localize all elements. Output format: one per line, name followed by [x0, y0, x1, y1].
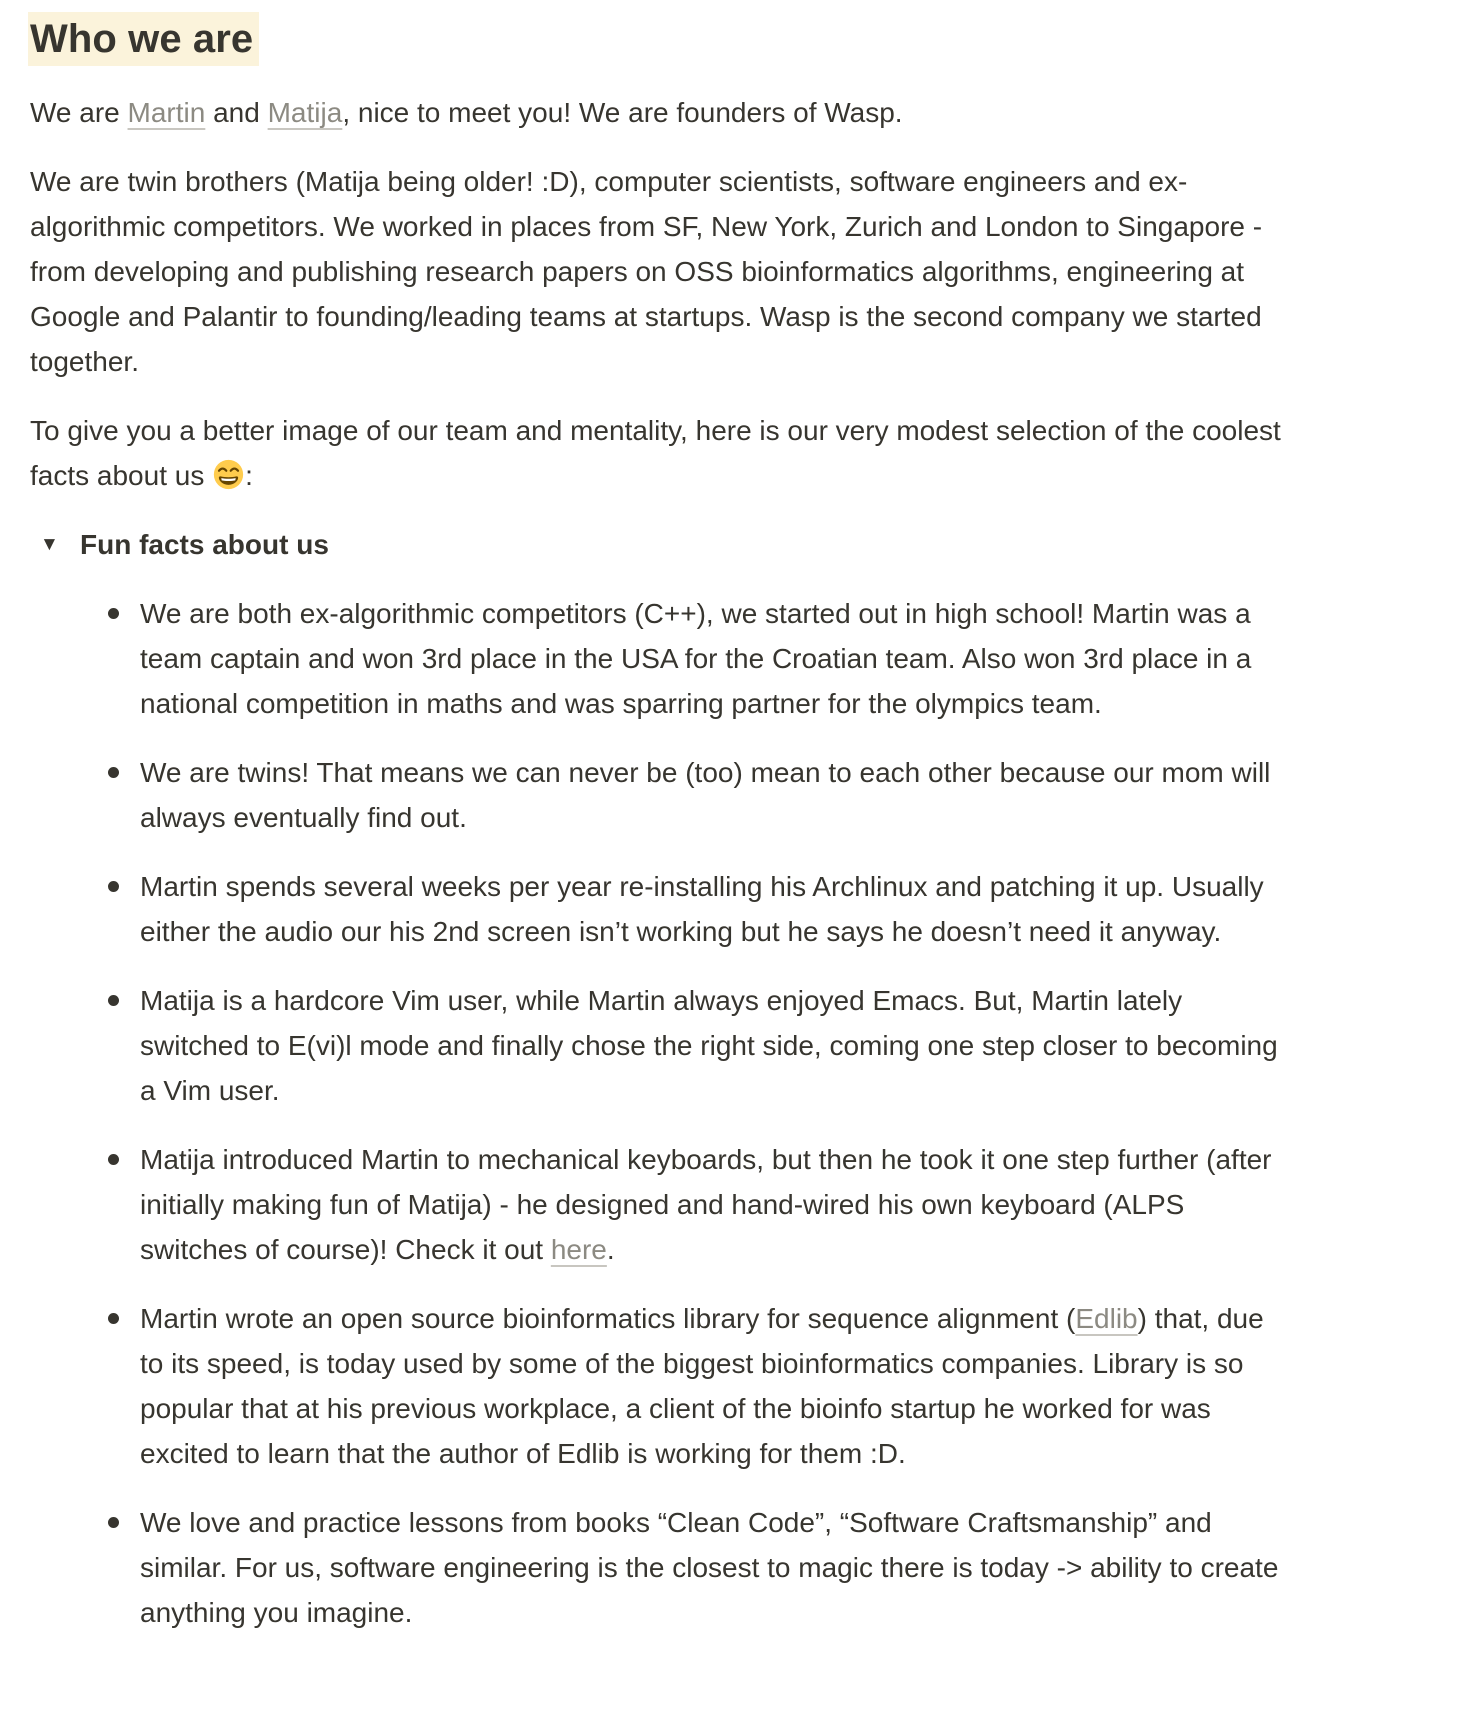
bullet-list-item — [30, 1137, 1292, 1272]
bullet-icon — [108, 608, 119, 619]
bullet-list-item — [30, 978, 1292, 1113]
toggle-open-triangle-icon[interactable]: ▼ — [40, 534, 59, 555]
bullet-list-item — [30, 864, 1292, 954]
grinning-face-emoji — [213, 459, 244, 490]
bullet-icon — [108, 1313, 119, 1324]
page-title — [30, 12, 1292, 66]
edlib-link[interactable]: Edlib — [1075, 1303, 1138, 1334]
martin-link[interactable]: Martin — [127, 97, 206, 128]
bullet-text — [140, 1303, 1264, 1469]
bullet-icon — [108, 767, 119, 778]
text-run: We are twin brothers (Matija being older! :D), computer scientists, software engineers and ex-algorithmic competitors. We worked in places from SF, New York, Zurich and London to Singapore - from developing and publishing research papers on OSS bioinformatics algorithms, engineering at Google and Palantir to founding/leading teams at startups. Wasp is the second company we started together. — [30, 166, 1263, 377]
bullet-list-item — [30, 1500, 1292, 1635]
text-run: : — [245, 460, 253, 491]
text-run: We are — [30, 97, 128, 128]
bullet-list-item — [30, 591, 1292, 726]
bullet-text — [140, 757, 1270, 833]
bullet-icon — [108, 995, 119, 1006]
matija-link[interactable]: Matija — [267, 97, 343, 128]
text-run: Martin wrote an open source bioinformatics library for sequence alignment ( — [140, 1303, 1076, 1334]
text-run: . — [606, 1234, 615, 1265]
paragraph-block — [30, 90, 1292, 135]
text-run: , nice to meet you! We are founders of Wasp. — [342, 97, 903, 128]
bullet-icon — [108, 1154, 119, 1165]
text-run: ) that, due to its speed, is today used by some of the biggest bioinformatics companies. Library is so popular that at his previous workplace, a client of the bioinfo startup he worked for was excited to learn that the author of Edlib is working for them :D. — [140, 1303, 1264, 1469]
text-run: Matija introduced Martin to mechanical keyboards, but then he took it one step further (after initially making fun of Matija) - he designed and hand-wired his own keyboard (ALPS switches of course)! Check it out — [140, 1144, 1272, 1265]
text-run: We are twins! That means we can never be (too) mean to each other because our mom will always eventually find out. — [140, 757, 1271, 833]
toggle-label: Fun facts about us — [80, 529, 329, 560]
bullet-list-item — [30, 1296, 1292, 1476]
bullet-icon — [108, 1517, 119, 1528]
bullet-text — [140, 1507, 1278, 1628]
text-run: Matija is a hardcore Vim user, while Martin always enjoyed Emacs. But, Martin lately switched to E(vi)l mode and finally chose the right side, coming one step closer to becoming a Vim user. — [140, 985, 1278, 1106]
bullet-list-item — [30, 750, 1292, 840]
bullet-text — [140, 985, 1278, 1106]
page-title-highlight: Who we are — [28, 12, 259, 66]
bullet-icon — [108, 881, 119, 892]
text-run: We love and practice lessons from books “Clean Code”, “Software Craftsmanship” and similar. For us, software engineering is the closest to magic there is today -> ability to create anything you imagine. — [140, 1507, 1279, 1628]
text-run: and — [205, 97, 268, 128]
text-run: Martin spends several weeks per year re-installing his Archlinux and patching it up. Usually either the audio our his 2nd screen isn’t working but he says he doesn’t need it anyway. — [140, 871, 1264, 947]
text-run: We are both ex-algorithmic competitors (C++), we started out in high school! Martin was a team captain and won 3rd place in the USA for the Croatian team. Also won 3rd place in a national competition in maths and was sparring partner for the olympics team. — [140, 598, 1252, 719]
bullet-text — [140, 871, 1264, 947]
paragraph-block — [30, 408, 1292, 498]
document-blocks — [30, 90, 1292, 1635]
here-link[interactable]: here — [550, 1234, 607, 1265]
toggle-block — [30, 522, 1292, 567]
bullet-text — [140, 598, 1251, 719]
document-content — [30, 12, 1292, 1635]
text-run: To give you a better image of our team and mentality, here is our very modest selection of the coolest facts about us — [30, 415, 1281, 491]
bullet-text — [140, 1144, 1272, 1265]
paragraph-block — [30, 159, 1292, 384]
